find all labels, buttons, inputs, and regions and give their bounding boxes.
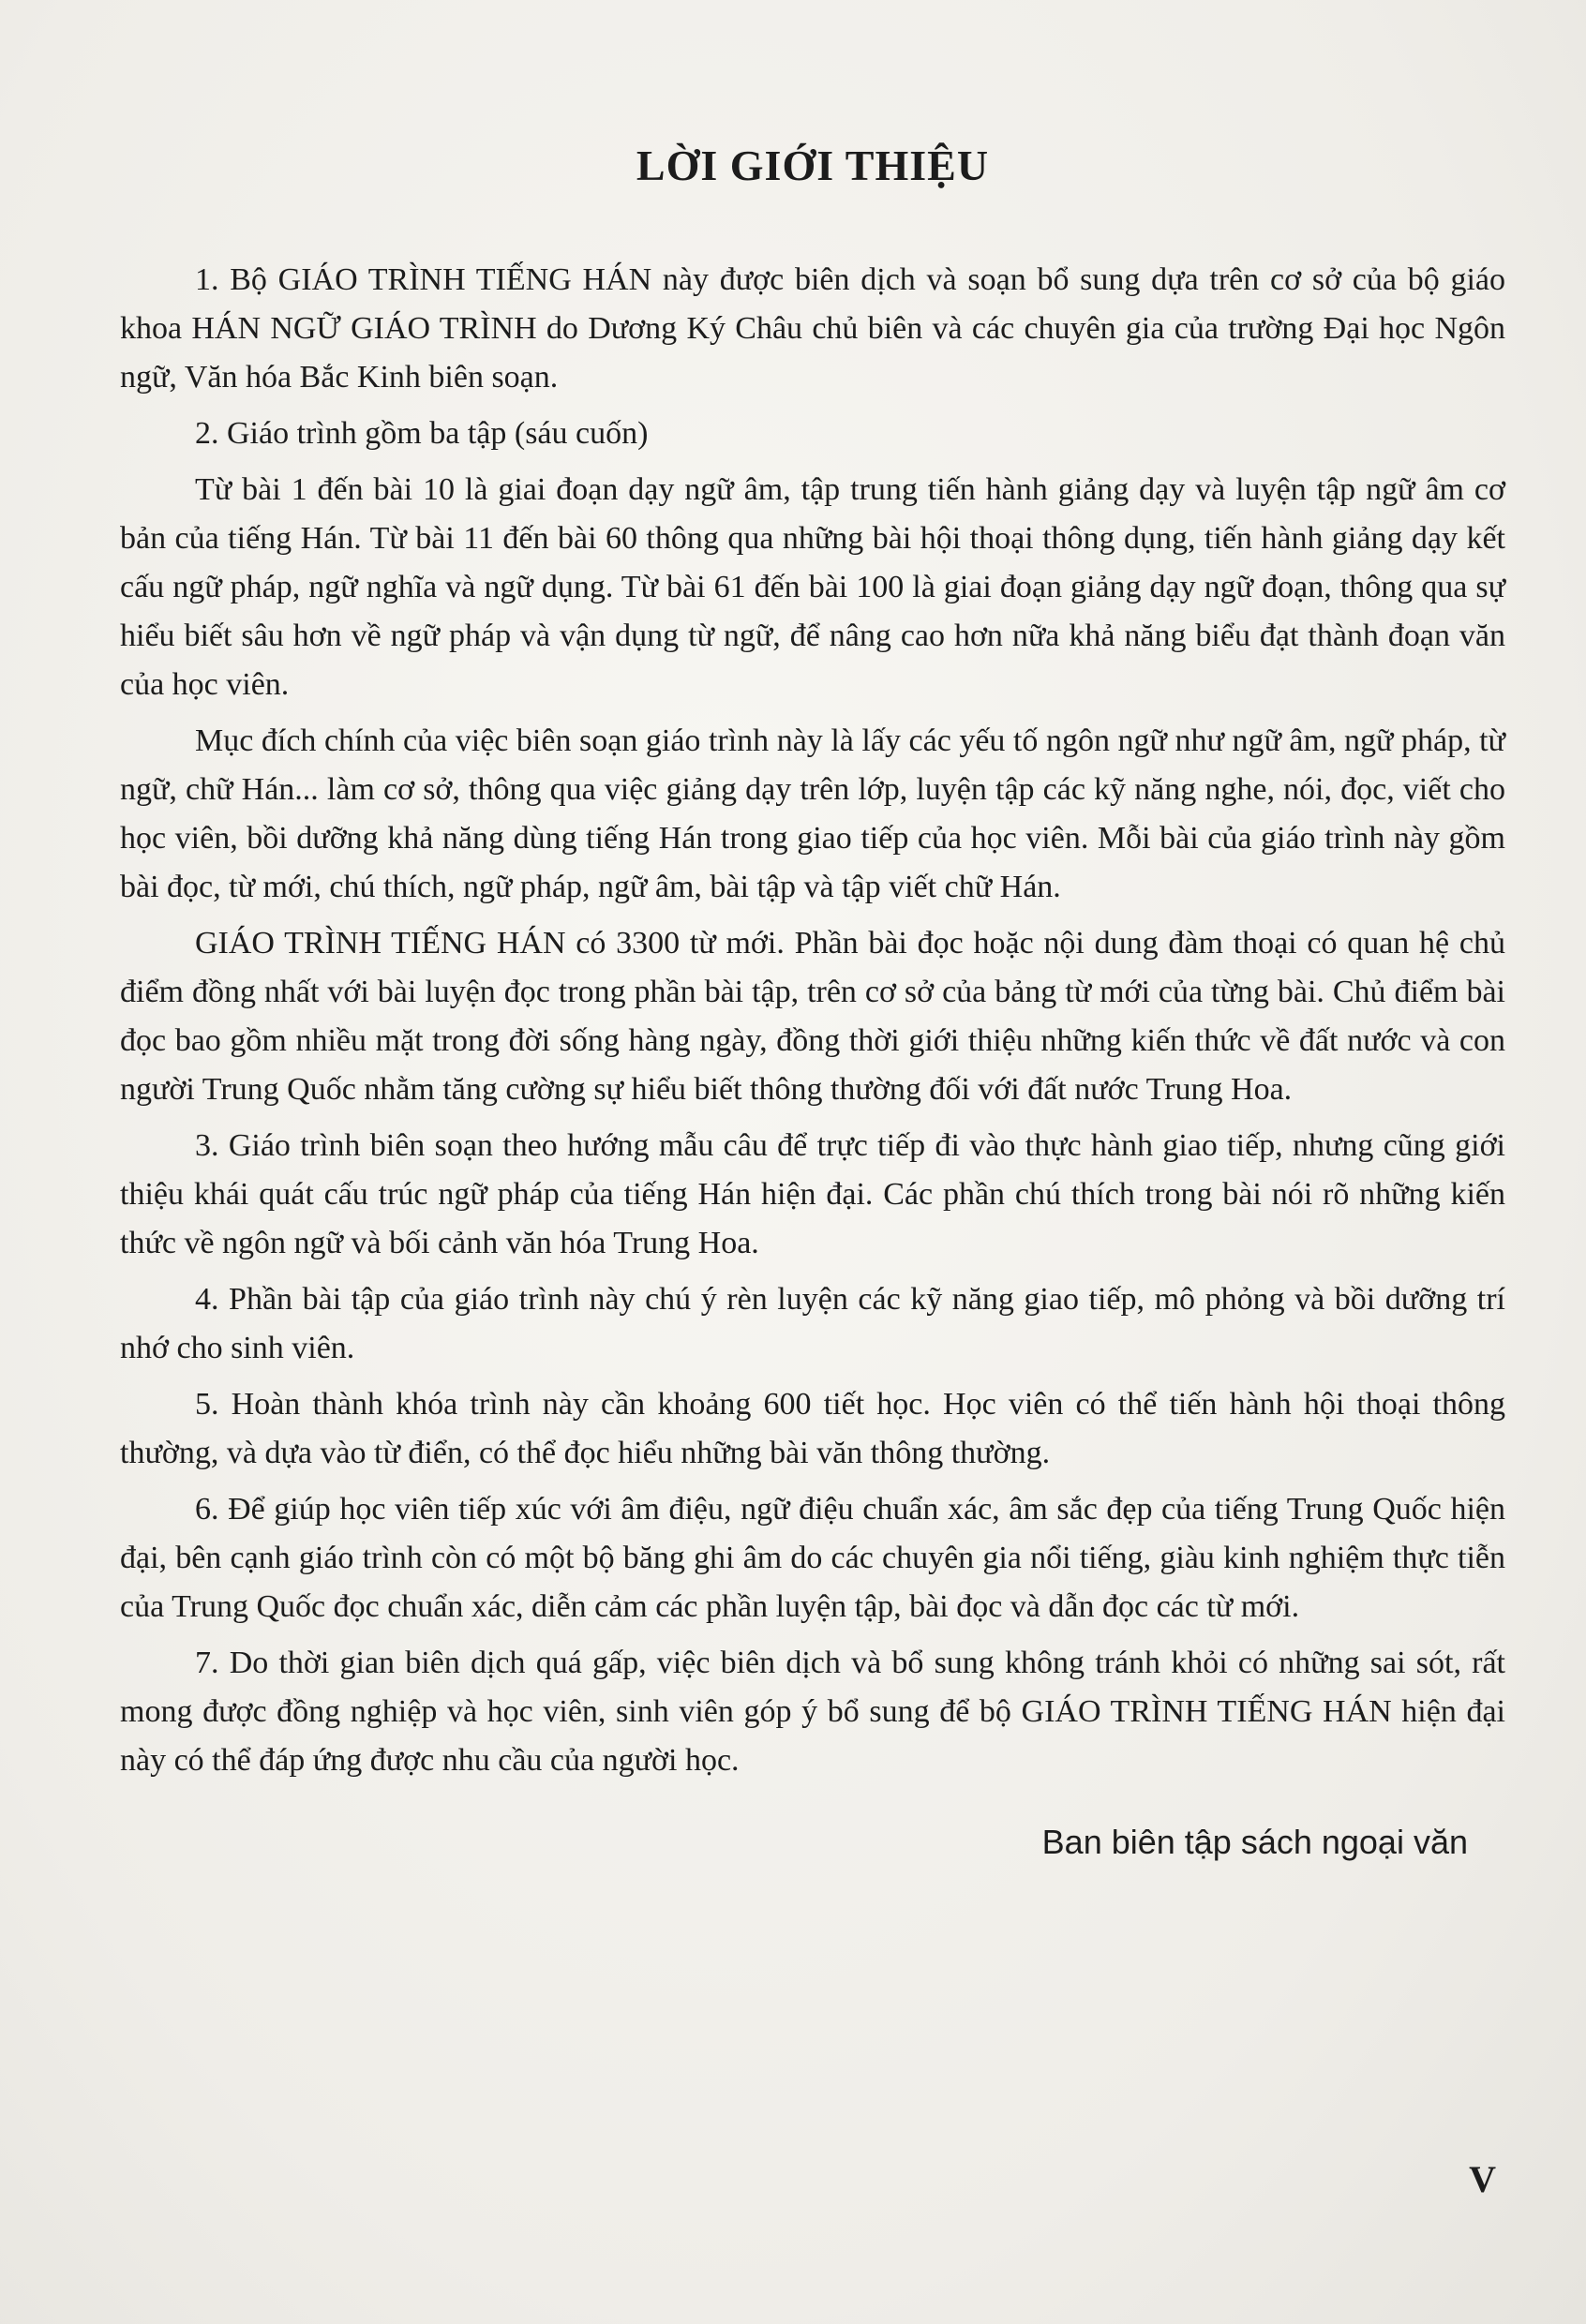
paragraph-5: GIÁO TRÌNH TIẾNG HÁN có 3300 từ mới. Phần bài đọc hoặc nội dung đàm thoại có quan hệ chủ điểm đồng nhất với bài luyện đọc trong phần bài tập, trên cơ sở của bảng từ mới của từng bài. Chủ điểm bài đọc bao gồm nhiều mặt trong đời sống hàng ngày, đồng thời giới thiệu những kiến thức về đất nước và con người Trung Quốc nhằm tăng cường sự hiểu biết thông thường đối với đất nước Trung Hoa.: [120, 926, 1505, 1107]
paragraph-2: 2. Giáo trình gồm ba tập (sáu cuốn): [195, 416, 649, 451]
paragraph-3: Từ bài 1 đến bài 10 là giai đoạn dạy ngữ âm, tập trung tiến hành giảng dạy và luyện tập ngữ âm cơ bản của tiếng Hán. Từ bài 11 đến bài 60 thông qua những bài hội thoại thông dụng, tiến hành giảng dạy kết cấu ngữ pháp, ngữ nghĩa và ngữ dụng. Từ bài 61 đến bài 100 là giai đoạn giảng dạy ngữ đoạn, thông qua sự hiểu biết sâu hơn về ngữ pháp và vận dụng từ ngữ, để nâng cao hơn nữa khả năng biểu đạt thành đoạn văn của học viên.: [120, 472, 1505, 702]
paragraph-7: 4. Phần bài tập của giáo trình này chú ý rèn luyện các kỹ năng giao tiếp, mô phỏng và bồi dưỡng trí nhớ cho sinh viên.: [120, 1282, 1505, 1365]
signature: Ban biên tập sách ngoại văn: [1041, 1823, 1468, 1861]
paragraph-4: Mục đích chính của việc biên soạn giáo trình này là lấy các yếu tố ngôn ngữ như ngữ âm, ngữ pháp, từ ngữ, chữ Hán... làm cơ sở, thông qua việc giảng dạy trên lớp, luyện tập các kỹ năng nghe, nói, đọc, viết cho học viên, bồi dưỡng khả năng dùng tiếng Hán trong giao tiếp của học viên. Mỗi bài của giáo trình này gồm bài đọc, từ mới, chú thích, ngữ pháp, ngữ âm, bài tập và tập viết chữ Hán.: [120, 723, 1505, 904]
paragraph-6: 3. Giáo trình biên soạn theo hướng mẫu câu để trực tiếp đi vào thực hành giao tiếp, nhưng cũng giới thiệu khái quát cấu trúc ngữ pháp của tiếng Hán hiện đại. Các phần chú thích trong bài nói rõ những kiến thức về ngôn ngữ và bối cảnh văn hóa Trung Hoa.: [120, 1128, 1505, 1260]
page-number: V: [1469, 2158, 1496, 2200]
paragraph-8: 5. Hoàn thành khóa trình này cần khoảng 600 tiết học. Học viên có thể tiến hành hội thoại thông thường, và dựa vào từ điển, có thể đọc hiểu những bài văn thông thường.: [120, 1387, 1505, 1470]
paragraph-1: 1. Bộ GIÁO TRÌNH TIẾNG HÁN này được biên dịch và soạn bổ sung dựa trên cơ sở của bộ giáo khoa HÁN NGỮ GIÁO TRÌNH do Dương Ký Châu chủ biên và các chuyên gia của trường Đại học Ngôn ngữ, Văn hóa Bắc Kinh biên soạn.: [120, 262, 1505, 395]
paragraph-10: 7. Do thời gian biên dịch quá gấp, việc biên dịch và bổ sung không tránh khỏi có những sai sót, rất mong được đồng nghiệp và học viên, sinh viên góp ý bổ sung để bộ GIÁO TRÌNH TIẾNG HÁN hiện đại này có thể đáp ứng được nhu cầu của người học.: [120, 1646, 1505, 1778]
paragraph-9: 6. Để giúp học viên tiếp xúc với âm điệu, ngữ điệu chuẩn xác, âm sắc đẹp của tiếng Trung Quốc hiện đại, bên cạnh giáo trình còn có một bộ băng ghi âm do các chuyên gia nổi tiếng, giàu kinh nghiệm thực tiễn của Trung Quốc đọc chuẩn xác, diễn cảm các phần luyện tập, bài đọc và dẫn đọc các từ mới.: [120, 1492, 1505, 1624]
document-body: [120, 141, 1505, 1862]
page-title: LỜI GIỚI THIỆU: [636, 142, 990, 189]
